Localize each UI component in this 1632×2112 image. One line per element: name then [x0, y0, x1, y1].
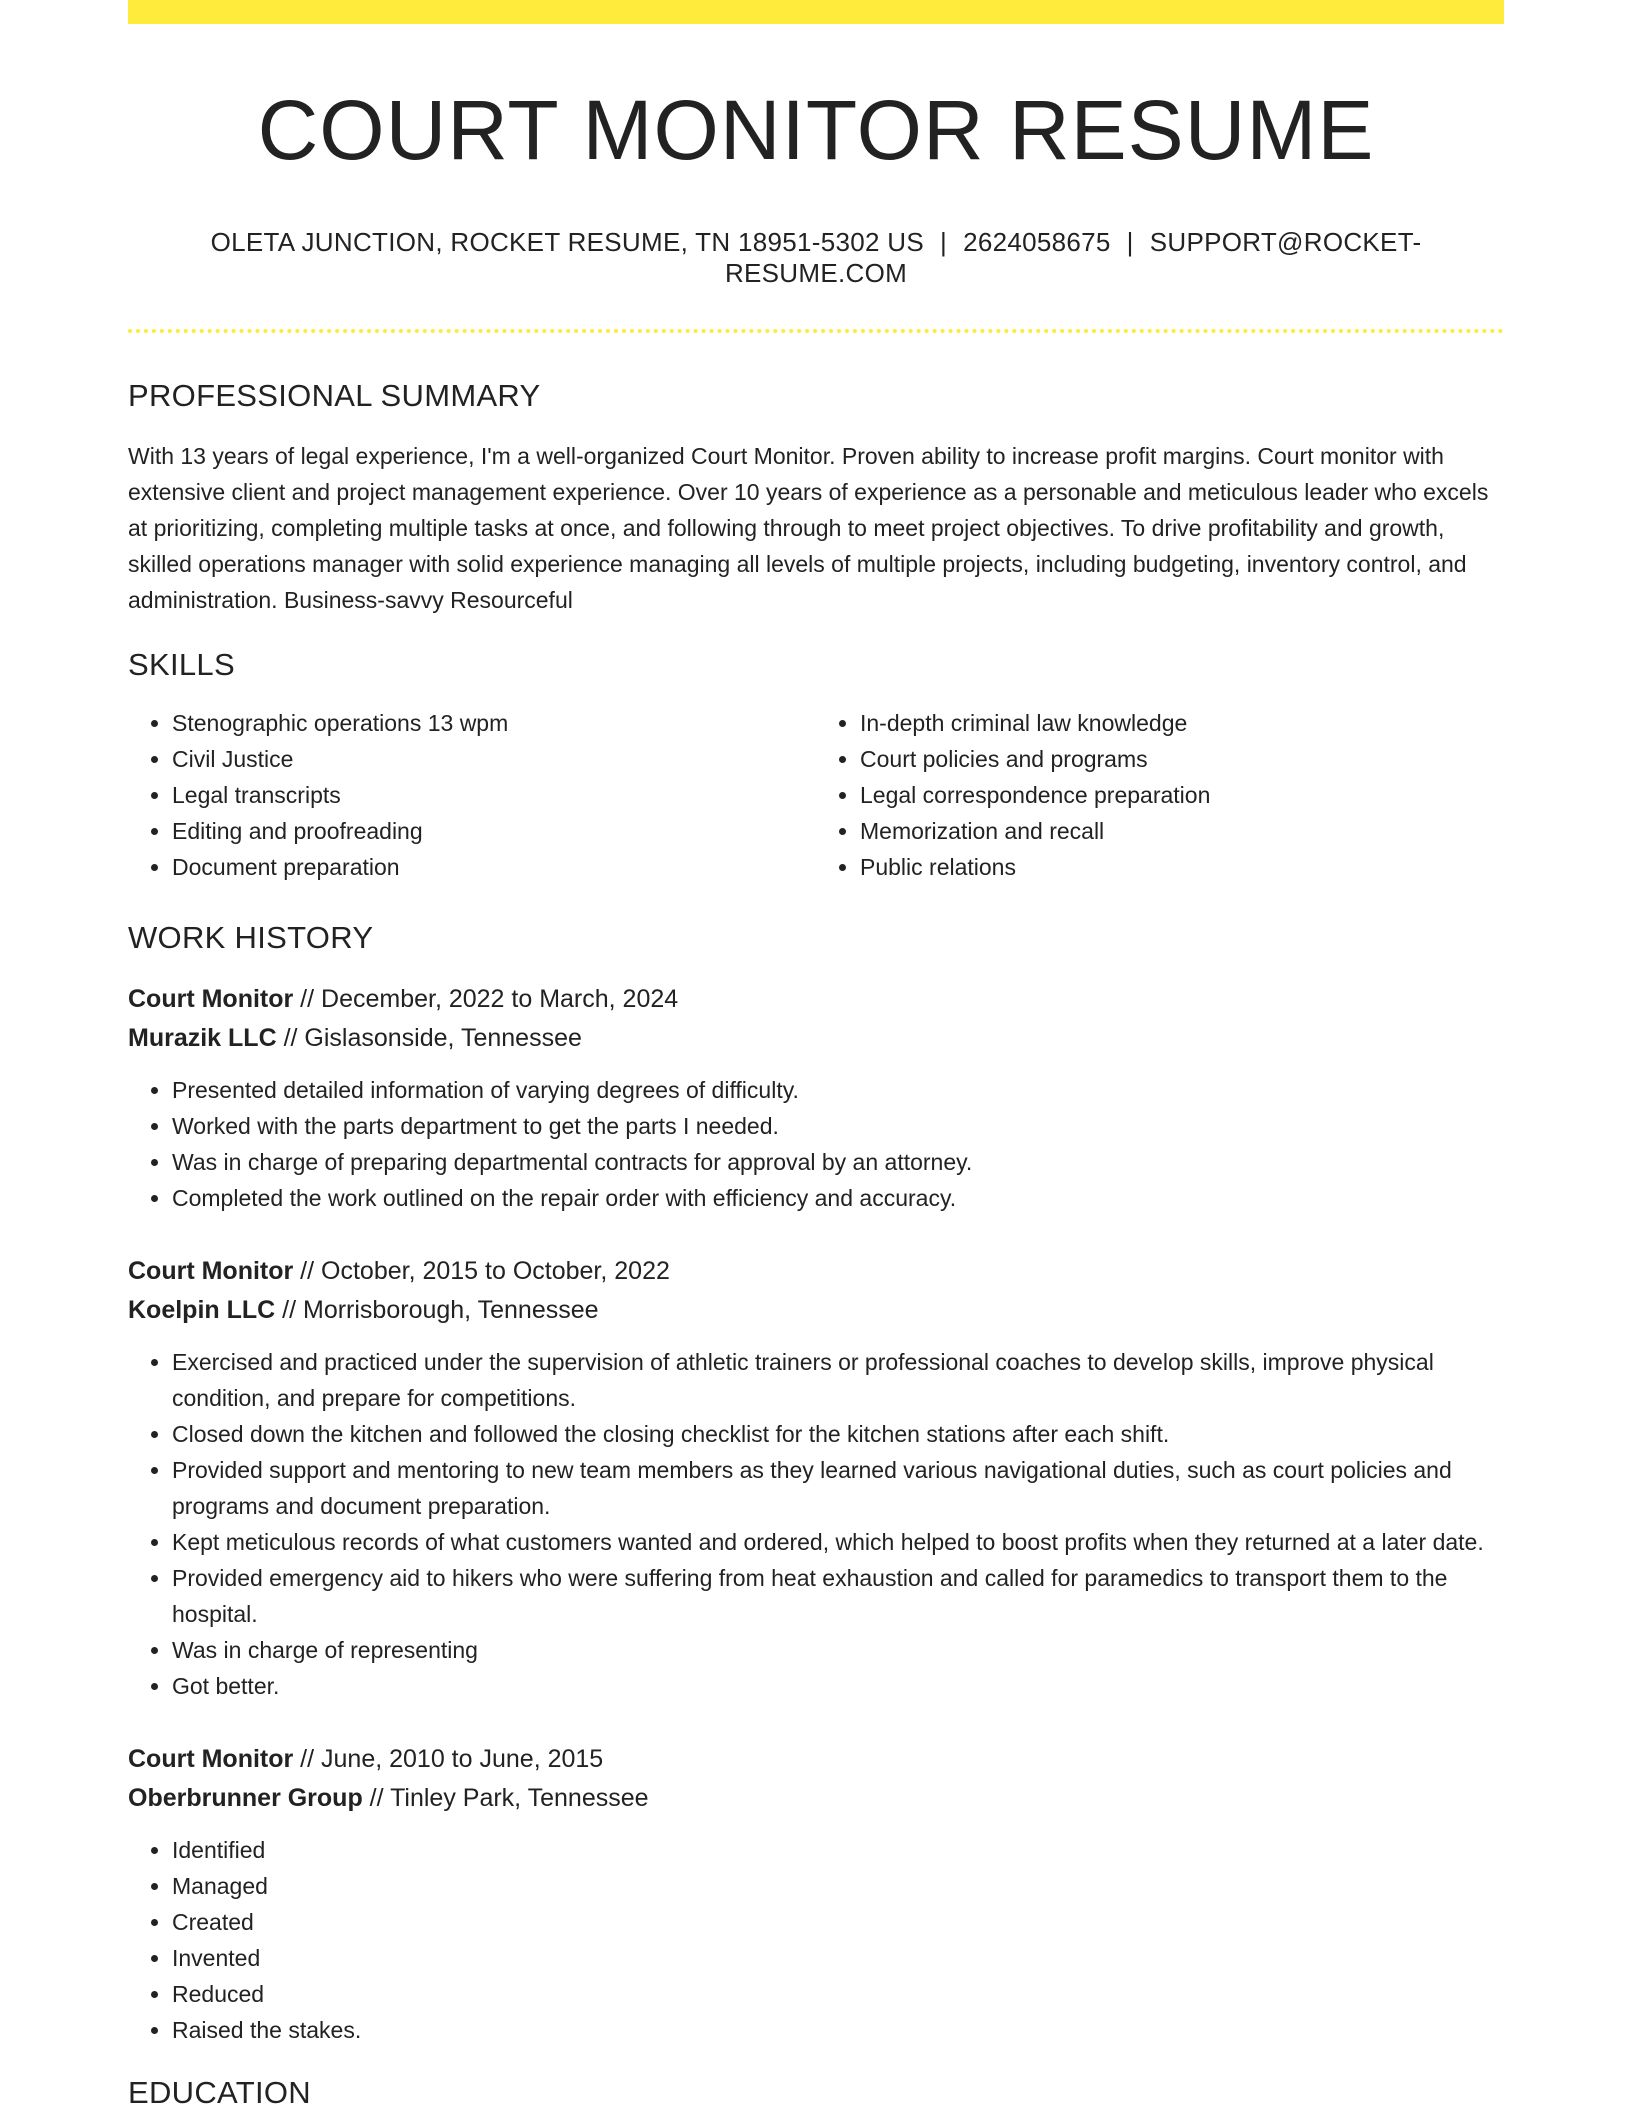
- skill-item: • Legal correspondence preparation: [860, 777, 1504, 813]
- job-title-line: [128, 1740, 1504, 1779]
- job-bullet: • Provided support and mentoring to new team members as they learned various navigational duties, such as court policies and programs and document preparation.: [172, 1452, 1504, 1524]
- job-bullet: • Identified: [172, 1832, 1504, 1868]
- skill-item: • Court policies and programs: [860, 741, 1504, 777]
- job-bullet: • Was in charge of preparing departmental contracts for approval by an attorney.: [172, 1144, 1504, 1180]
- education-heading: EDUCATION: [128, 2075, 311, 2111]
- job-company-line: [128, 1291, 1504, 1330]
- resume-title: COURT MONITOR RESUME: [257, 83, 1375, 177]
- job-location: // Gislasonside, Tennessee: [276, 1024, 582, 1053]
- job-location: // Morrisborough, Tennessee: [275, 1296, 599, 1325]
- job-bullet: • Managed: [172, 1868, 1504, 1904]
- skill-item: • Memorization and recall: [860, 813, 1504, 849]
- skills-heading: SKILLS: [128, 646, 235, 682]
- job-bullet: • Reduced: [172, 1976, 1504, 2012]
- skills-list: [128, 705, 1504, 885]
- skill-item: • Document preparation: [172, 849, 816, 885]
- job-bullet: • Was in charge of representing: [172, 1632, 1504, 1668]
- contact-phone: 2624058675: [963, 226, 1111, 257]
- job-bullet: • Closed down the kitchen and followed the closing checklist for the kitchen stations after each shift.: [172, 1416, 1504, 1452]
- skill-item: • Stenographic operations 13 wpm: [172, 705, 816, 741]
- contact-separator: |: [1126, 226, 1134, 257]
- job-bullet: • Exercised and practiced under the supervision of athletic trainers or professional coaches to develop skills, improve physical condition, and prepare for competitions.: [172, 1344, 1504, 1416]
- job-bullet: • Provided emergency aid to hikers who were suffering from heat exhaustion and called for paramedics to transport them to the hospital.: [172, 1560, 1504, 1632]
- job-entry: [128, 1252, 1504, 1704]
- job-title: Court Monitor: [128, 1257, 294, 1286]
- job-bullet: • Presented detailed information of varying degrees of difficulty.: [172, 1072, 1504, 1108]
- job-bullets: [128, 1072, 1504, 1216]
- job-company-line: [128, 1779, 1504, 1818]
- job-title-line: [128, 1252, 1504, 1291]
- skill-item: • Legal transcripts: [172, 777, 816, 813]
- job-entry: [128, 980, 1504, 1216]
- job-company-line: [128, 1019, 1504, 1058]
- contact-line: [128, 227, 1504, 289]
- job-location: // Tinley Park, Tennessee: [362, 1784, 649, 1813]
- job-bullet: • Worked with the parts department to get the parts I needed.: [172, 1108, 1504, 1144]
- job-dates: // June, 2010 to June, 2015: [293, 1745, 604, 1774]
- job-bullet: • Created: [172, 1904, 1504, 1940]
- contact-separator: |: [940, 226, 948, 257]
- job-company: Murazik LLC: [128, 1024, 277, 1053]
- job-title-line: [128, 980, 1504, 1019]
- job-company: Koelpin LLC: [128, 1296, 276, 1325]
- skills-column-left: [128, 705, 816, 885]
- resume-page: [128, 0, 1504, 2111]
- contact-address: OLETA JUNCTION, ROCKET RESUME, TN 18951-5302 US: [210, 226, 924, 257]
- job-company: Oberbrunner Group: [128, 1784, 363, 1813]
- skill-item: • Editing and proofreading: [172, 813, 816, 849]
- job-bullet: • Got better.: [172, 1668, 1504, 1704]
- skills-column-right: [816, 705, 1504, 885]
- job-entry: [128, 1740, 1504, 2048]
- summary-heading: PROFESSIONAL SUMMARY: [128, 377, 541, 413]
- contact-email[interactable]: SUPPORT@ROCKET-RESUME.COM: [724, 226, 1422, 288]
- accent-top-bar: [128, 0, 1504, 24]
- skill-item: • In-depth criminal law knowledge: [860, 705, 1504, 741]
- job-dates: // October, 2015 to October, 2022: [293, 1257, 670, 1286]
- job-title: Court Monitor: [128, 985, 294, 1014]
- work-history-heading: WORK HISTORY: [128, 919, 374, 955]
- skill-item: • Civil Justice: [172, 741, 816, 777]
- job-bullet: • Kept meticulous records of what customers wanted and ordered, which helped to boost profits when they returned at a later date.: [172, 1524, 1504, 1560]
- job-bullet: • Completed the work outlined on the repair order with efficiency and accuracy.: [172, 1180, 1504, 1216]
- job-dates: // December, 2022 to March, 2024: [293, 985, 679, 1014]
- dotted-divider: [128, 329, 1504, 333]
- job-bullets: [128, 1832, 1504, 2048]
- job-bullet: • Invented: [172, 1940, 1504, 1976]
- job-bullet: • Raised the stakes.: [172, 2012, 1504, 2048]
- job-bullets: [128, 1344, 1504, 1704]
- job-title: Court Monitor: [128, 1745, 294, 1774]
- skill-item: • Public relations: [860, 849, 1504, 885]
- summary-text: With 13 years of legal experience, I'm a well-organized Court Monitor. Proven ability to increase profit margins. Court monitor with extensive client and project management experience. Over 10 years of experience as a personable and meticulous leader who excels at prioritizing, completing multiple tasks at once, and following through to meet project objectives. To drive profitability and growth, skilled operations manager with solid experience managing all levels of multiple projects, including budgeting, inventory control, and administration. Business-savvy Resourceful: [128, 442, 1489, 613]
